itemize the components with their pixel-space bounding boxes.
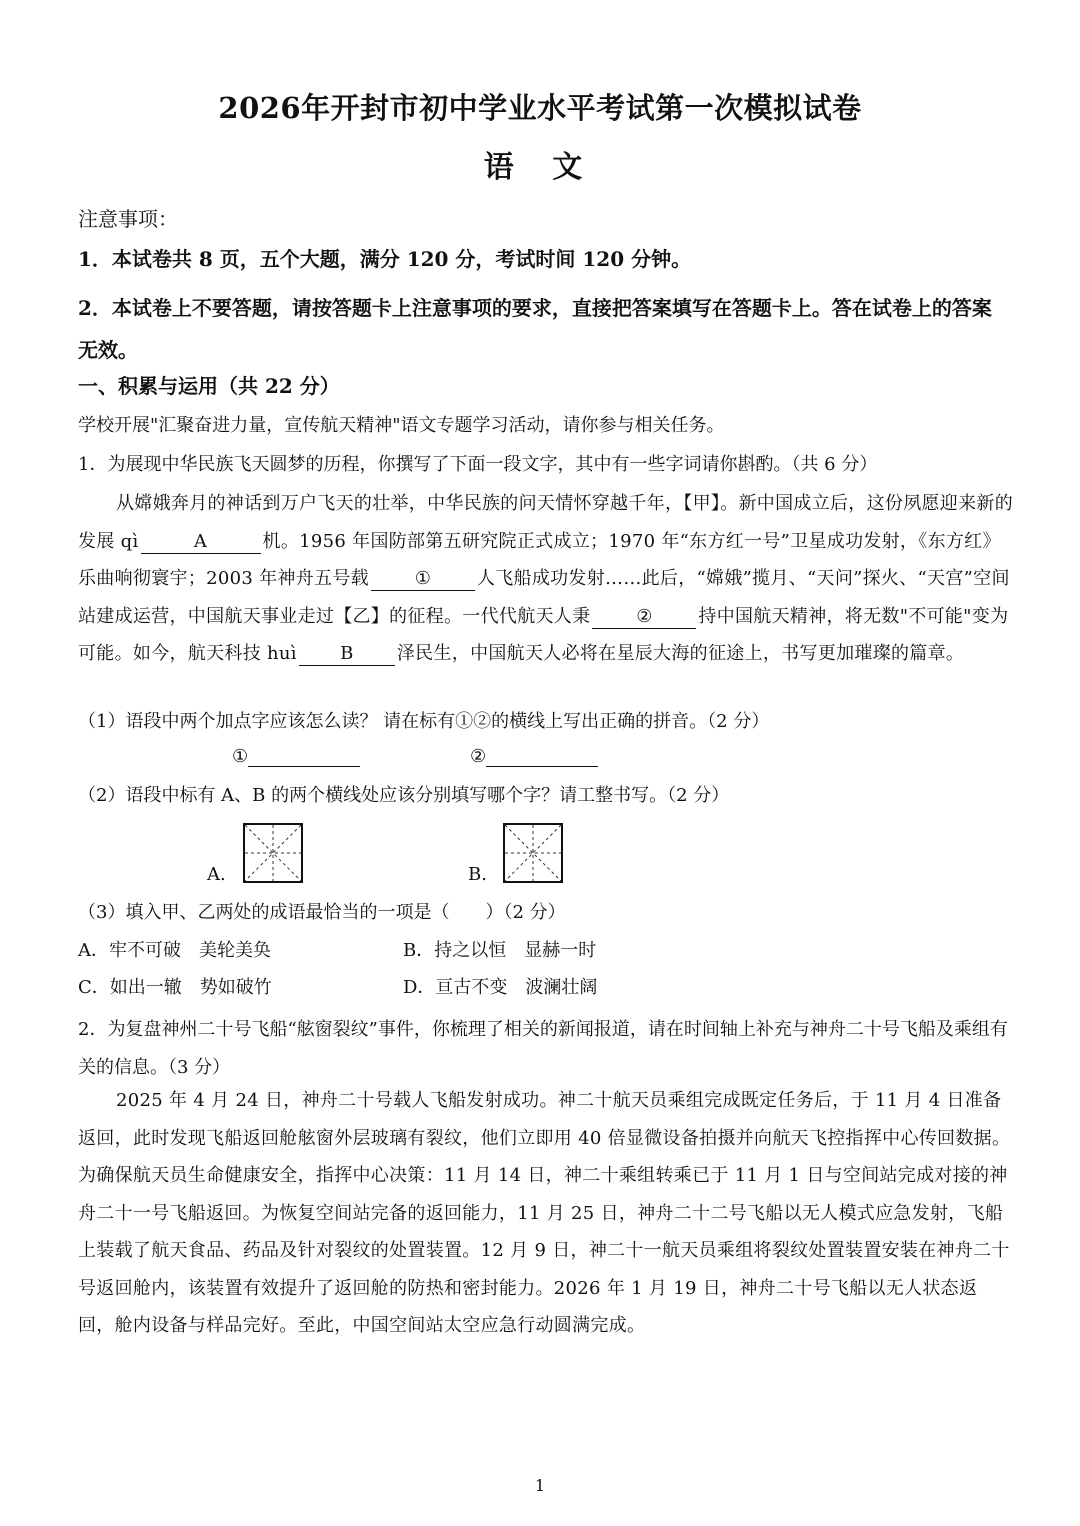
notice-item-2: 2．本试卷上不要答题，请按答题卡上注意事项的要求，直接把答案填写在答题卡上。答在试卷上的答案无效。 [78, 296, 992, 362]
answer-line-2[interactable] [470, 746, 598, 767]
blank-2[interactable]: ② [592, 606, 696, 629]
grid-label-B: B. [468, 864, 487, 885]
question-1-part-1: （1）语段中两个加点字应该怎么读？ 请在标有①②的横线上写出正确的拼音。（2 分） [78, 711, 770, 732]
notice-heading: 注意事项： [78, 207, 178, 231]
answer-line-1[interactable] [232, 746, 360, 767]
option-B[interactable]: B．持之以恒 显赫一时 [403, 940, 597, 961]
section-intro: 学校开展"汇聚奋进力量，宣传航天精神"语文专题学习活动，请你参与相关任务。 [78, 415, 725, 436]
question-2-stem: 2．为复盘神州二十号飞船“舷窗裂纹”事件，你梳理了相关的新闻报道，请在时间轴上补充与神舟二十号飞船及乘组有关的信息。（3 分） [78, 1019, 1008, 1078]
option-C[interactable]: C．如出一辙 势如破竹 [78, 977, 272, 998]
question-1-stem: 1．为展现中华民族飞天圆梦的历程，你撰写了下面一段文字，其中有一些字词请你斟酌。（共 6 分） [78, 454, 878, 475]
section-heading: 一、积累与运用（共 22 分） [78, 374, 340, 398]
writing-grid-B[interactable] [503, 823, 563, 883]
passage-text: 泽民生，中国航天人必将在星辰大海的征途上，书写更加璀璨的篇章。 [396, 643, 965, 664]
option-D[interactable]: D．亘古不变 波澜壮阔 [403, 977, 598, 998]
answer-mark-1: ① [232, 746, 249, 767]
writing-grid-A[interactable] [243, 823, 303, 883]
blank-1[interactable]: ① [371, 568, 475, 591]
passage-text: 人飞船成功发射……此后，“嫦娥”揽月、“天问”探火、“天宫”空间站建成运营，中国航天事业走过【乙】的征程。一代代航天人秉 [78, 568, 1010, 627]
page-number: 1 [534, 1476, 546, 1495]
grid-guides-icon [505, 825, 561, 881]
grid-label-A: A. [207, 864, 226, 885]
passage-text: 从嫦娥奔月的神话到万户飞天的壮举，中华民族的问天情怀穿越千年，【甲】。新中国成立后，这份夙愿迎来新的发展 qì [78, 493, 1013, 552]
question-1-passage [78, 485, 1013, 673]
page-title: 2026年开封市初中学业水平考试第一次模拟试卷 [218, 91, 862, 125]
question-2-passage [78, 1082, 1013, 1345]
notice-item-1: 1．本试卷共 8 页，五个大题，满分 120 分，考试时间 120 分钟。 [78, 247, 692, 271]
answer-mark-2: ② [470, 746, 487, 767]
blank-A[interactable]: A [141, 531, 261, 554]
passage-text: 2025 年 4 月 24 日，神舟二十号载人飞船发射成功。神二十航天员乘组完成既定任务后，于 11 月 4 日准备返回，此时发现飞船返回舱舷窗外层玻璃有裂纹，他们立即用 40 倍显微设备拍摄并向航天飞控指挥中心传回数据。为确保航天员生命健康安全，指挥中心决策：11 月 14 日，神二十乘组转乘已于 11 月 1 日与空间站完成对接的神舟二十一号飞船返回。为恢复空间站完备的返回能力，11 月 25 日，神舟二十二号飞船以无人模式应急发射，飞船上装载了航天食品、药品及针对裂纹的处置装置。12 月 9 日，神二十一航天员乘组将裂纹处置装置安装在神舟二十号返回舱内，该装置有效提升了返回舱的防热和密封能力。2026 年 1 月 19 日，神舟二十号飞船以无人状态返回，舱内设备与样品完好。至此，中国空间站太空应急行动圆满完成。 [78, 1090, 1011, 1336]
passage-text: 机。1956 年国防部第五研究院正式成立；1970 年“东方红一号”卫星成功发射，《东方红》乐曲响彻寰宇；2003 年神舟五号载 [78, 530, 1001, 589]
subject-title: 语 文 [483, 150, 597, 185]
question-1-part-3: （3）填入甲、乙两处的成语最恰当的一项是（ ）（2 分） [78, 902, 566, 923]
option-A[interactable]: A．牢不可破 美轮美奂 [78, 940, 271, 961]
passage-text: 持中国航天精神，将无数"不可能"变为可能。如今，航天科技 huì [78, 605, 1009, 664]
grid-guides-icon [245, 825, 301, 881]
blank-B[interactable]: B [299, 643, 395, 666]
question-1-part-2: （2）语段中标有 A、B 的两个横线处应该分别填写哪个字？请工整书写。（2 分） [78, 785, 730, 806]
